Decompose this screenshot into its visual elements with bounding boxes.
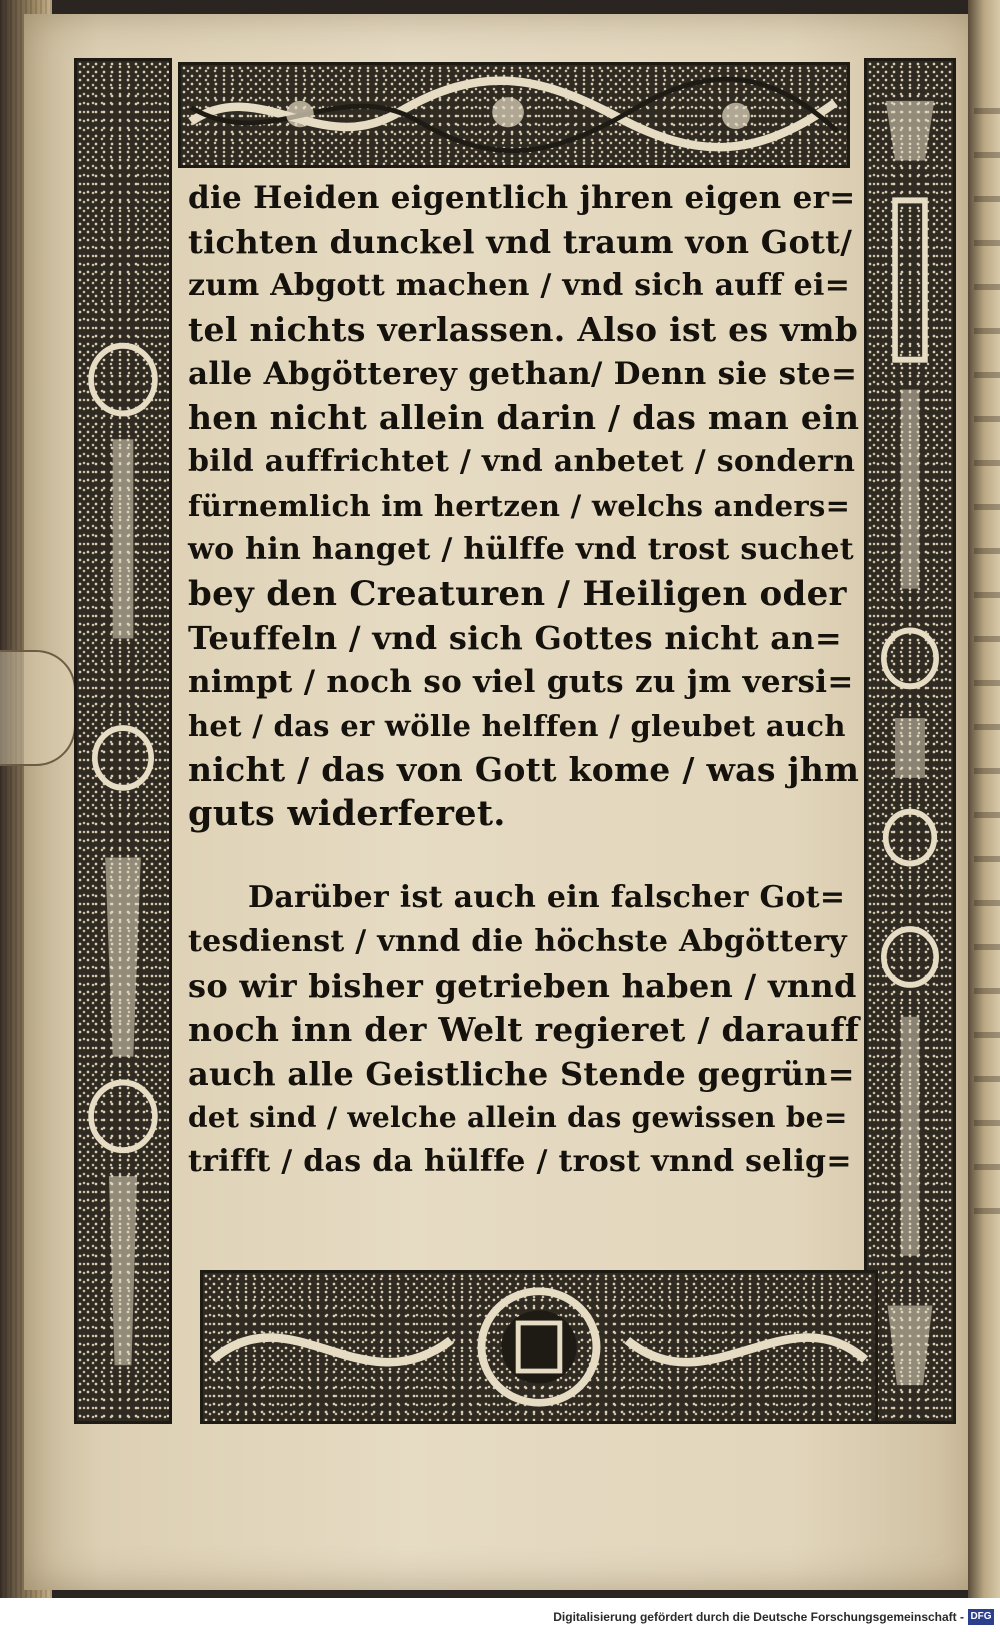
text-line: nicht / das von Gott kome / was jhm [188, 750, 860, 789]
dfg-logo: DFG [968, 1609, 994, 1625]
text-line: die Heiden eigentlich jhren eigen er= [188, 180, 856, 216]
body-text [188, 176, 860, 1266]
text-line: Teuffeln / vnd sich Gottes nicht an= [188, 619, 842, 657]
text-line: det sind / welche allein das gewissen be= [188, 1101, 848, 1134]
column-ornament-icon [867, 61, 953, 1421]
text-line: wo hin hanget / hülffe vnd trost suchet [188, 532, 854, 567]
text-line: tel nichts verlassen. Also ist es vmb [188, 310, 859, 349]
text-line: tichten dunckel vnd traum von Gott/ [188, 223, 853, 261]
woodcut-border-bottom [200, 1270, 878, 1424]
woodcut-border-right [864, 58, 956, 1424]
funding-credit: Digitalisierung gefördert durch die Deutsche Forschungsgemeinschaft - [553, 1610, 964, 1624]
text-line: bild auffrichtet / vnd anbetet / sondern [188, 444, 856, 479]
column-ornament-icon [77, 61, 169, 1421]
text-line: tesdienst / vnnd die höchste Abgöttery [188, 924, 847, 959]
text-line: bey den Creaturen / Heiligen oder [188, 574, 847, 614]
paragraph-first-line: Darüber ist auch ein falscher Got= [248, 880, 846, 915]
facing-page-text-fragment [974, 90, 1000, 1240]
text-line: zum Abgott machen / vnd sich auff ei= [188, 268, 851, 303]
text-line: fürnemlich im hertzen / welchs anders= [188, 489, 851, 523]
text-line: nimpt / noch so viel guts zu jm versi= [188, 664, 854, 700]
text-line: noch inn der Welt regieret / darauff [188, 1010, 860, 1049]
text-line: guts widerferet. [188, 793, 506, 834]
text-line: auch alle Geistliche Stende gegrün= [188, 1055, 855, 1093]
text-line: hen nicht allein darin / das man ein [188, 398, 860, 437]
text-line: so wir bisher getrieben haben / vnnd [188, 967, 857, 1005]
vine-ornament-icon [181, 65, 847, 165]
page-clip [0, 650, 76, 766]
woodcut-border-left [74, 58, 172, 1424]
text-line: het / das er wölle helffen / gleubet auch [188, 709, 846, 743]
medallion-ornament-icon [203, 1273, 875, 1421]
woodcut-border-top [178, 62, 850, 168]
text-line: trifft / das da hülffe / trost vnnd selig= [188, 1144, 852, 1179]
text-line: alle Abgötterey gethan/ Denn sie ste= [188, 356, 858, 392]
